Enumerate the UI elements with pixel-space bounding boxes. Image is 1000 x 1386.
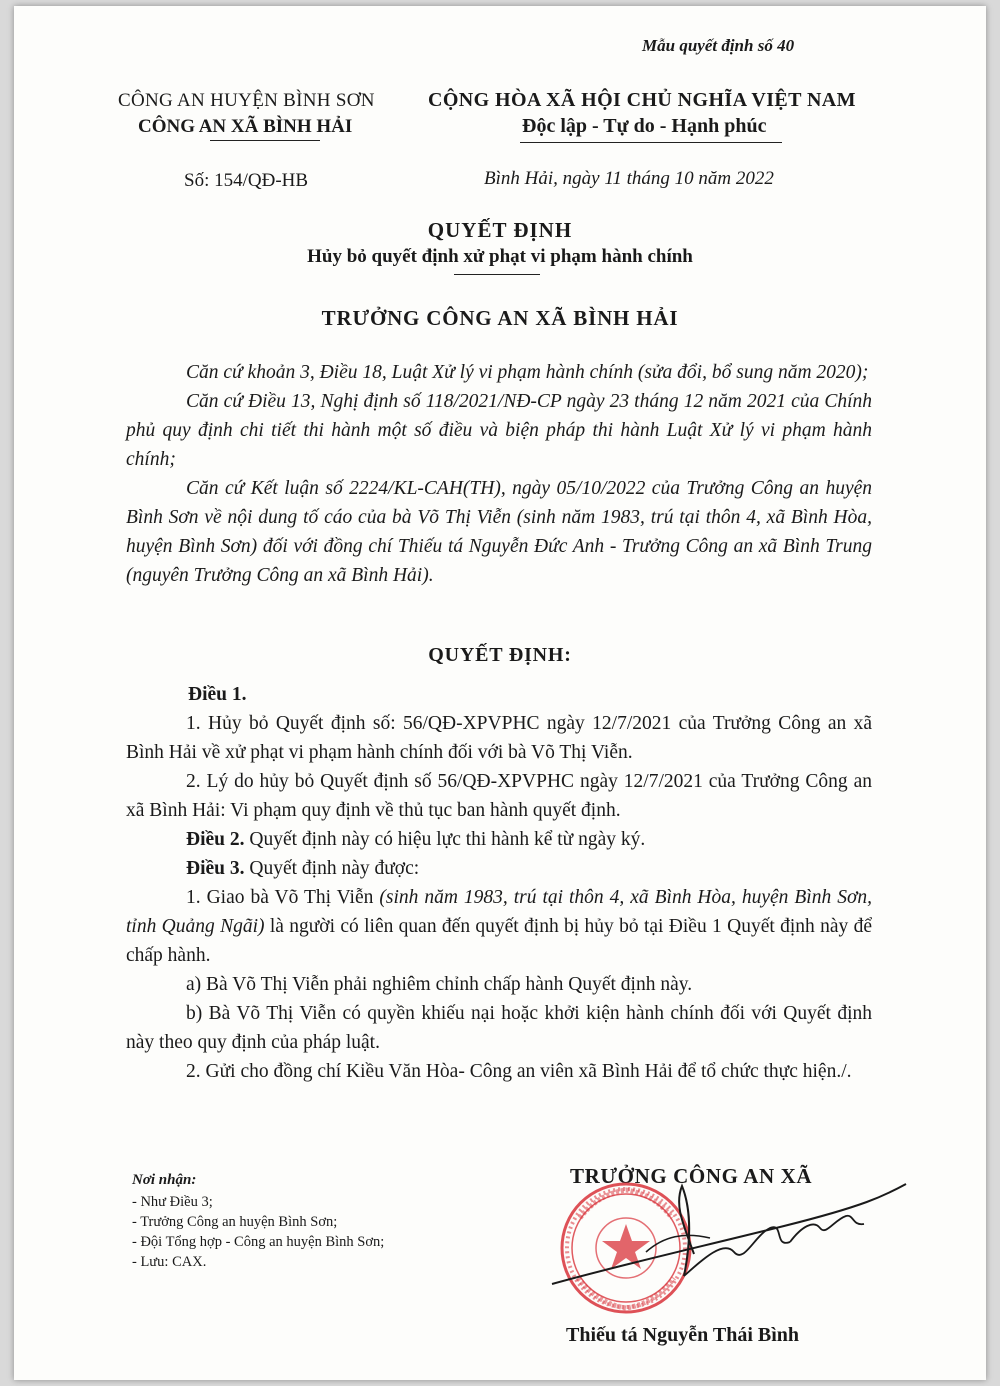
signer-name: Thiếu tá Nguyễn Thái Bình — [566, 1324, 800, 1346]
article-3-item-2: 2. Gửi cho đồng chí Kiều Văn Hòa- Công an viên xã Bình Hải để tổ chức thực hiện./. — [186, 1061, 852, 1082]
article-2-label: Điều 2. — [186, 829, 245, 850]
article-1-heading: Điều 1. — [188, 684, 247, 705]
national-title: CỘNG HÒA XÃ HỘI CHỦ NGHĨA VIỆT NAM — [428, 89, 856, 111]
decision-heading: QUYẾT ĐỊNH: — [428, 644, 572, 666]
national-motto: Độc lập - Tự do - Hạnh phúc — [522, 115, 767, 137]
recipient-item: - Trưởng Công an huyện Bình Sơn; — [132, 1214, 338, 1230]
handwritten-signature — [534, 1166, 914, 1306]
article-1-item-1: 1. Hủy bỏ Quyết định số: 56/QĐ-XPVPHC ngày 12/7/2021 của Trưởng Công an xã Bình Hải về xử phạt vi phạm hành chính đối với bà Võ Thị Viễn. — [126, 713, 872, 763]
decision-body — [126, 680, 872, 1086]
document-page — [14, 6, 986, 1380]
preamble-clause: Căn cứ Kết luận số 2224/KL-CAH(TH), ngày 05/10/2022 của Trưởng Công an huyện Bình Sơn về nội dung tố cáo của bà Võ Thị Viễn (sinh năm 1983, trú tại thôn 4, xã Bình Hòa, huyện Bình Sơn) đối với đồng chí Thiếu tá Nguyễn Đức Anh - Trưởng Công an xã Bình Trung (nguyên Trưởng Công an xã Bình Hải). — [126, 478, 872, 586]
article-1-item-2: 2. Lý do hủy bỏ Quyết định số 56/QĐ-XPVPHC ngày 12/7/2021 của Trưởng Công an xã Bình Hải: Vi phạm quy định về thủ tục ban hành quyết định. — [126, 771, 872, 821]
recipients-list — [132, 1192, 384, 1272]
article-2-text: Quyết định này có hiệu lực thi hành kể từ ngày ký. — [244, 829, 646, 850]
article-3-item-b: b) Bà Võ Thị Viễn có quyền khiếu nại hoặc khởi kiện hành chính đối với Quyết định này theo quy định của pháp luật. — [126, 1003, 872, 1053]
article-3-item-a: a) Bà Võ Thị Viễn phải nghiêm chỉnh chấp hành Quyết định này. — [186, 974, 693, 995]
recipients-heading: Nơi nhận: — [132, 1172, 197, 1188]
signature-title: TRƯỞNG CÔNG AN XÃ — [570, 1164, 813, 1188]
preamble — [126, 358, 872, 590]
document-number: Số: 154/QĐ-HB — [184, 170, 309, 191]
article-3-text: Quyết định này được: — [244, 858, 420, 879]
recipient-item: - Như Điều 3; — [132, 1194, 213, 1210]
form-number: Mẫu quyết định số 40 — [642, 36, 795, 55]
article-3 — [126, 854, 872, 883]
place-and-date: Bình Hải, ngày 11 tháng 10 năm 2022 — [484, 168, 774, 189]
organization-name: CÔNG AN XÃ BÌNH HẢI — [138, 116, 353, 137]
subtitle-underline — [454, 274, 540, 275]
organization-underline — [210, 140, 320, 141]
article-3-label: Điều 3. — [186, 858, 245, 879]
document-title: QUYẾT ĐỊNH — [427, 218, 573, 242]
document-subtitle: Hủy bỏ quyết định xử phạt vi phạm hành chính — [307, 246, 693, 267]
recipient-item: - Lưu: CAX. — [132, 1254, 207, 1270]
recipient-item: - Đội Tổng hợp - Công an huyện Bình Sơn; — [132, 1234, 385, 1250]
preamble-clause: Căn cứ Điều 13, Nghị định số 118/2021/NĐ-CP ngày 23 tháng 12 năm 2021 của Chính phủ quy định chi tiết thi hành một số điều và biện pháp thi hành Luật Xử lý vi phạm hành chính; — [126, 391, 872, 470]
motto-underline — [520, 142, 782, 143]
article-2 — [126, 825, 872, 854]
article-3-item-1: 1. Giao bà Võ Thị Viễn (sinh năm 1983, trú tại thôn 4, xã Bình Hòa, huyện Bình Sơn, tỉnh Quảng Ngãi) là người có liên quan đến quyết định bị hủy bỏ tại Điều 1 Quyết định này để chấp hành. — [126, 887, 872, 966]
parent-organization: CÔNG AN HUYỆN BÌNH SƠN — [118, 90, 375, 111]
preamble-clause: Căn cứ khoản 3, Điều 18, Luật Xử lý vi phạm hành chính (sửa đổi, bổ sung năm 2020); — [186, 362, 869, 383]
issuing-authority: TRƯỞNG CÔNG AN XÃ BÌNH HẢI — [321, 306, 679, 330]
